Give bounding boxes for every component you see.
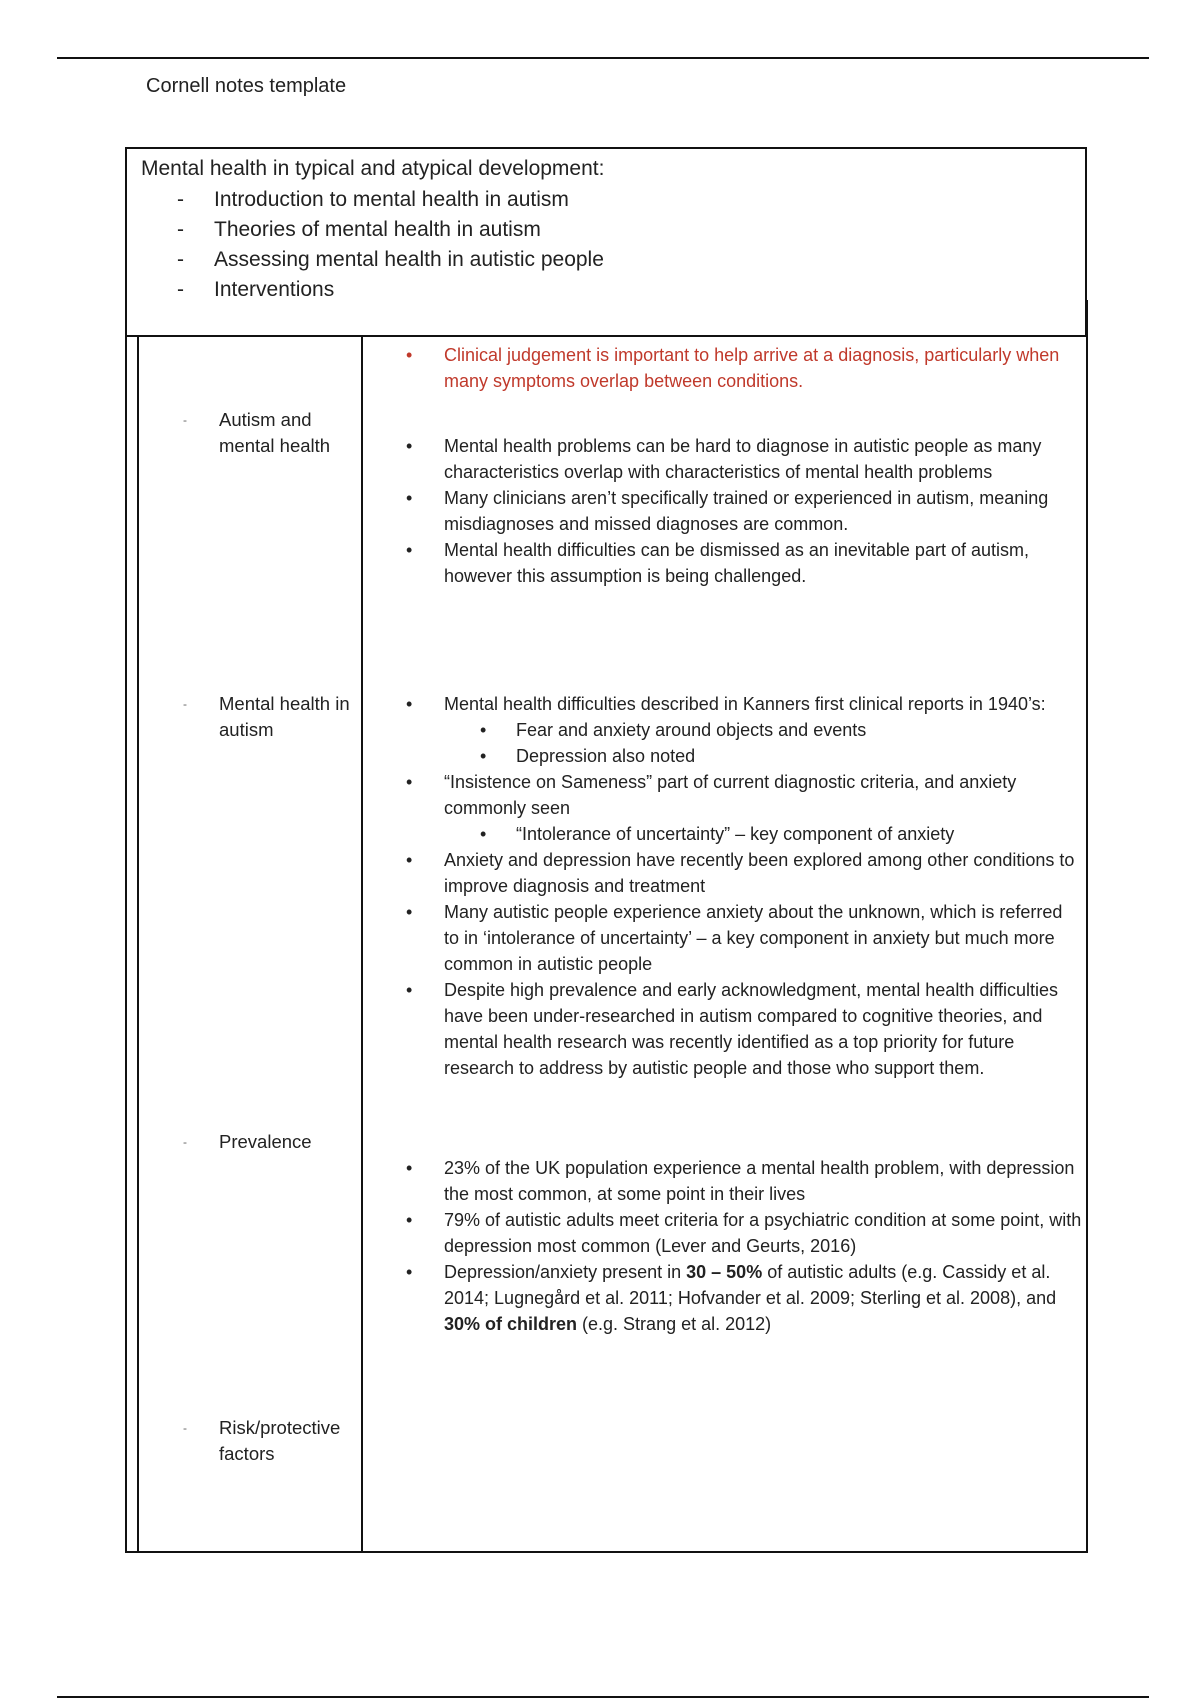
cue-column-divider (361, 300, 363, 1553)
topic-heading: Mental health in typical and atypical development: (141, 157, 605, 180)
topic-item: - Interventions (177, 278, 335, 301)
cue-prevalence: - Prevalence (183, 1131, 312, 1152)
top-rule (57, 57, 1149, 59)
document-title: Cornell notes template (146, 75, 347, 97)
notes-prevalence: • 23% of the UK population experience a mental health problem, with depression the most common, at some point in their lives • 79% of autistic adults meet criteria for a psychiatric condition at some point, with depression most common (Lever and Geurts, 2016) • Depression/anxiety present in 30 – 50% of autistic adults (e.g. Cassidy et al. 2014; Lugnegård et al. 2011; Hofvander et al. 2009; Sterling et al. 2008), and 30% of children (e.g. Strang et al. 2012) (402, 1155, 1082, 1337)
cue-mental-health-in-autism: - Mental health in autism (183, 693, 350, 740)
cue-risk-protective-factors: - Risk/protective factors (183, 1417, 341, 1464)
cue-autism-and-mental-health: - Autism and mental health (183, 409, 331, 456)
topic-item: - Introduction to mental health in autism (177, 188, 569, 211)
carryover-note: • Clinical judgement is important to help arrive at a diagnosis, particularly when many symptoms overlap between conditions. (402, 342, 1082, 394)
notes-mental-health-in-autism: • Mental health difficulties described in Kanners first clinical reports in 1940’s: • Fear and anxiety around objects and events • Depression also noted • “Insistence on Sameness” part of current diagnostic criteria, and anxiety commonly seen • “Intolerance of uncertainty” – key component of anxiety • Anxiety and depression have recently been explored among other conditions to improve diagnosis and treatment • Many autistic people experience anxiety about the unknown, which is referred to in ‘intolerance of uncertainty’ – a key component in anxiety but much more common in autistic people • Despite high prevalence and early acknowledgment, mental health difficulties have been under-researched in autism compared to cognitive theories, and mental health research was recently identified as a top priority for future research to address by autistic people and those who support them. (402, 691, 1082, 1081)
topic-item: - Theories of mental health in autism (177, 218, 541, 241)
notes-autism-and-mental-health: • Mental health problems can be hard to diagnose in autistic people as many characteristics overlap with characteristics of mental health problems • Many clinicians aren’t specifically trained or experienced in autism, meaning misdiagnoses and missed diagnoses are common. • Mental health difficulties can be dismissed as an inevitable part of autism, however this assumption is being challenged. (402, 433, 1082, 589)
topic-list (141, 185, 1071, 305)
bottom-rule (57, 1696, 1149, 1698)
topic-item: - Assessing mental health in autistic people (177, 248, 604, 271)
table-inner-border (137, 300, 139, 1553)
topic-header-box (125, 147, 1087, 337)
